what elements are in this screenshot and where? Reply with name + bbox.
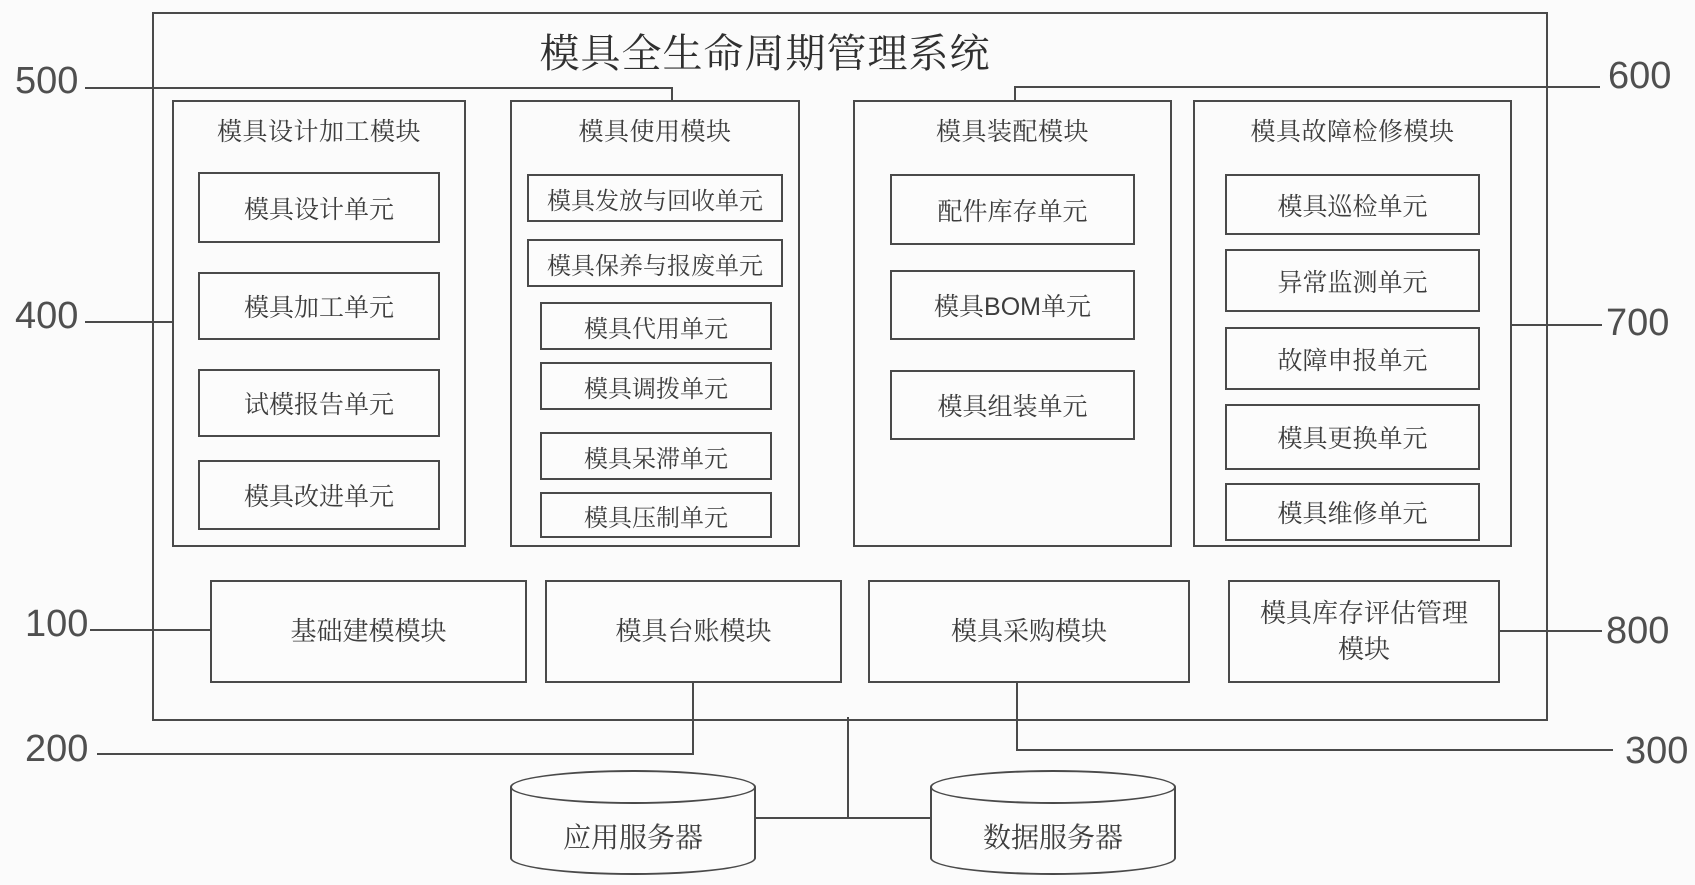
diagram-title: 模具全生命周期管理系统 xyxy=(539,32,991,76)
ref-label-800: 800 xyxy=(1606,610,1670,652)
app-server-cylinder xyxy=(510,770,756,875)
module-design xyxy=(172,100,466,547)
module-design-title: 模具设计加工模块 xyxy=(216,118,421,146)
ref-label-600: 600 xyxy=(1608,55,1672,97)
leader-line-100 xyxy=(90,629,212,631)
module-usage-title: 模具使用模块 xyxy=(578,118,732,146)
leader-line-200 xyxy=(97,753,694,755)
leader-line-800 xyxy=(1498,630,1602,632)
unit-mold-assembly: 模具组装单元 xyxy=(890,370,1135,440)
unit-mold-design: 模具设计单元 xyxy=(198,172,440,243)
unit-fault-report: 故障申报单元 xyxy=(1225,327,1480,390)
unit-anomaly-monitoring: 异常监测单元 xyxy=(1225,249,1480,312)
unit-mold-machining: 模具加工单元 xyxy=(198,272,440,340)
unit-mold-replacement: 模具更换单元 xyxy=(1225,404,1480,470)
module-repair xyxy=(1193,100,1512,547)
module-assembly-title: 模具装配模块 xyxy=(935,118,1089,146)
leader-line-300-drop xyxy=(1016,683,1018,751)
ref-label-100: 100 xyxy=(25,603,89,645)
unit-parts-inventory: 配件库存单元 xyxy=(890,174,1135,245)
data-server-cylinder xyxy=(930,770,1176,875)
data-server-label: 数据服务器 xyxy=(982,822,1123,853)
leader-line-400 xyxy=(85,321,175,323)
ref-label-500: 500 xyxy=(15,60,79,102)
unit-inspection: 模具巡检单元 xyxy=(1225,174,1480,235)
unit-idle: 模具呆滞单元 xyxy=(540,432,772,480)
unit-issue-recycle: 模具发放与回收单元 xyxy=(527,174,783,222)
module-basic-modeling: 基础建模模块 xyxy=(210,580,527,683)
unit-mold-repair: 模具维修单元 xyxy=(1225,483,1480,541)
unit-substitution: 模具代用单元 xyxy=(540,302,772,350)
module-repair-title: 模具故障检修模块 xyxy=(1250,118,1455,146)
module-assembly xyxy=(853,100,1172,547)
leader-line-700 xyxy=(1510,324,1602,326)
server-connector-horizontal xyxy=(756,817,932,819)
ref-label-200: 200 xyxy=(25,728,89,770)
leader-line-600 xyxy=(1014,86,1600,88)
app-server-cylinder-top xyxy=(510,770,756,804)
ref-label-700: 700 xyxy=(1606,302,1670,344)
module-procurement: 模具采购模块 xyxy=(868,580,1190,683)
module-ledger: 模具台账模块 xyxy=(545,580,842,683)
module-inventory-evaluation: 模具库存评估管理模块 xyxy=(1228,580,1500,683)
unit-mold-improvement: 模具改进单元 xyxy=(198,460,440,530)
ref-label-400: 400 xyxy=(15,295,79,337)
leader-line-200-drop xyxy=(692,683,694,755)
unit-trial-report: 试模报告单元 xyxy=(198,369,440,437)
leader-line-500 xyxy=(85,87,673,89)
module-usage xyxy=(510,100,800,547)
ref-label-300: 300 xyxy=(1625,730,1689,772)
unit-mold-bom: 模具BOM单元 xyxy=(890,270,1135,340)
unit-maintenance-scrap: 模具保养与报废单元 xyxy=(527,239,783,287)
unit-transfer: 模具调拨单元 xyxy=(540,362,772,410)
server-connector-vertical xyxy=(847,717,849,819)
unit-pressing: 模具压制单元 xyxy=(540,492,772,538)
app-server-label: 应用服务器 xyxy=(562,822,703,853)
leader-line-300 xyxy=(1016,749,1613,751)
data-server-cylinder-top xyxy=(930,770,1176,804)
